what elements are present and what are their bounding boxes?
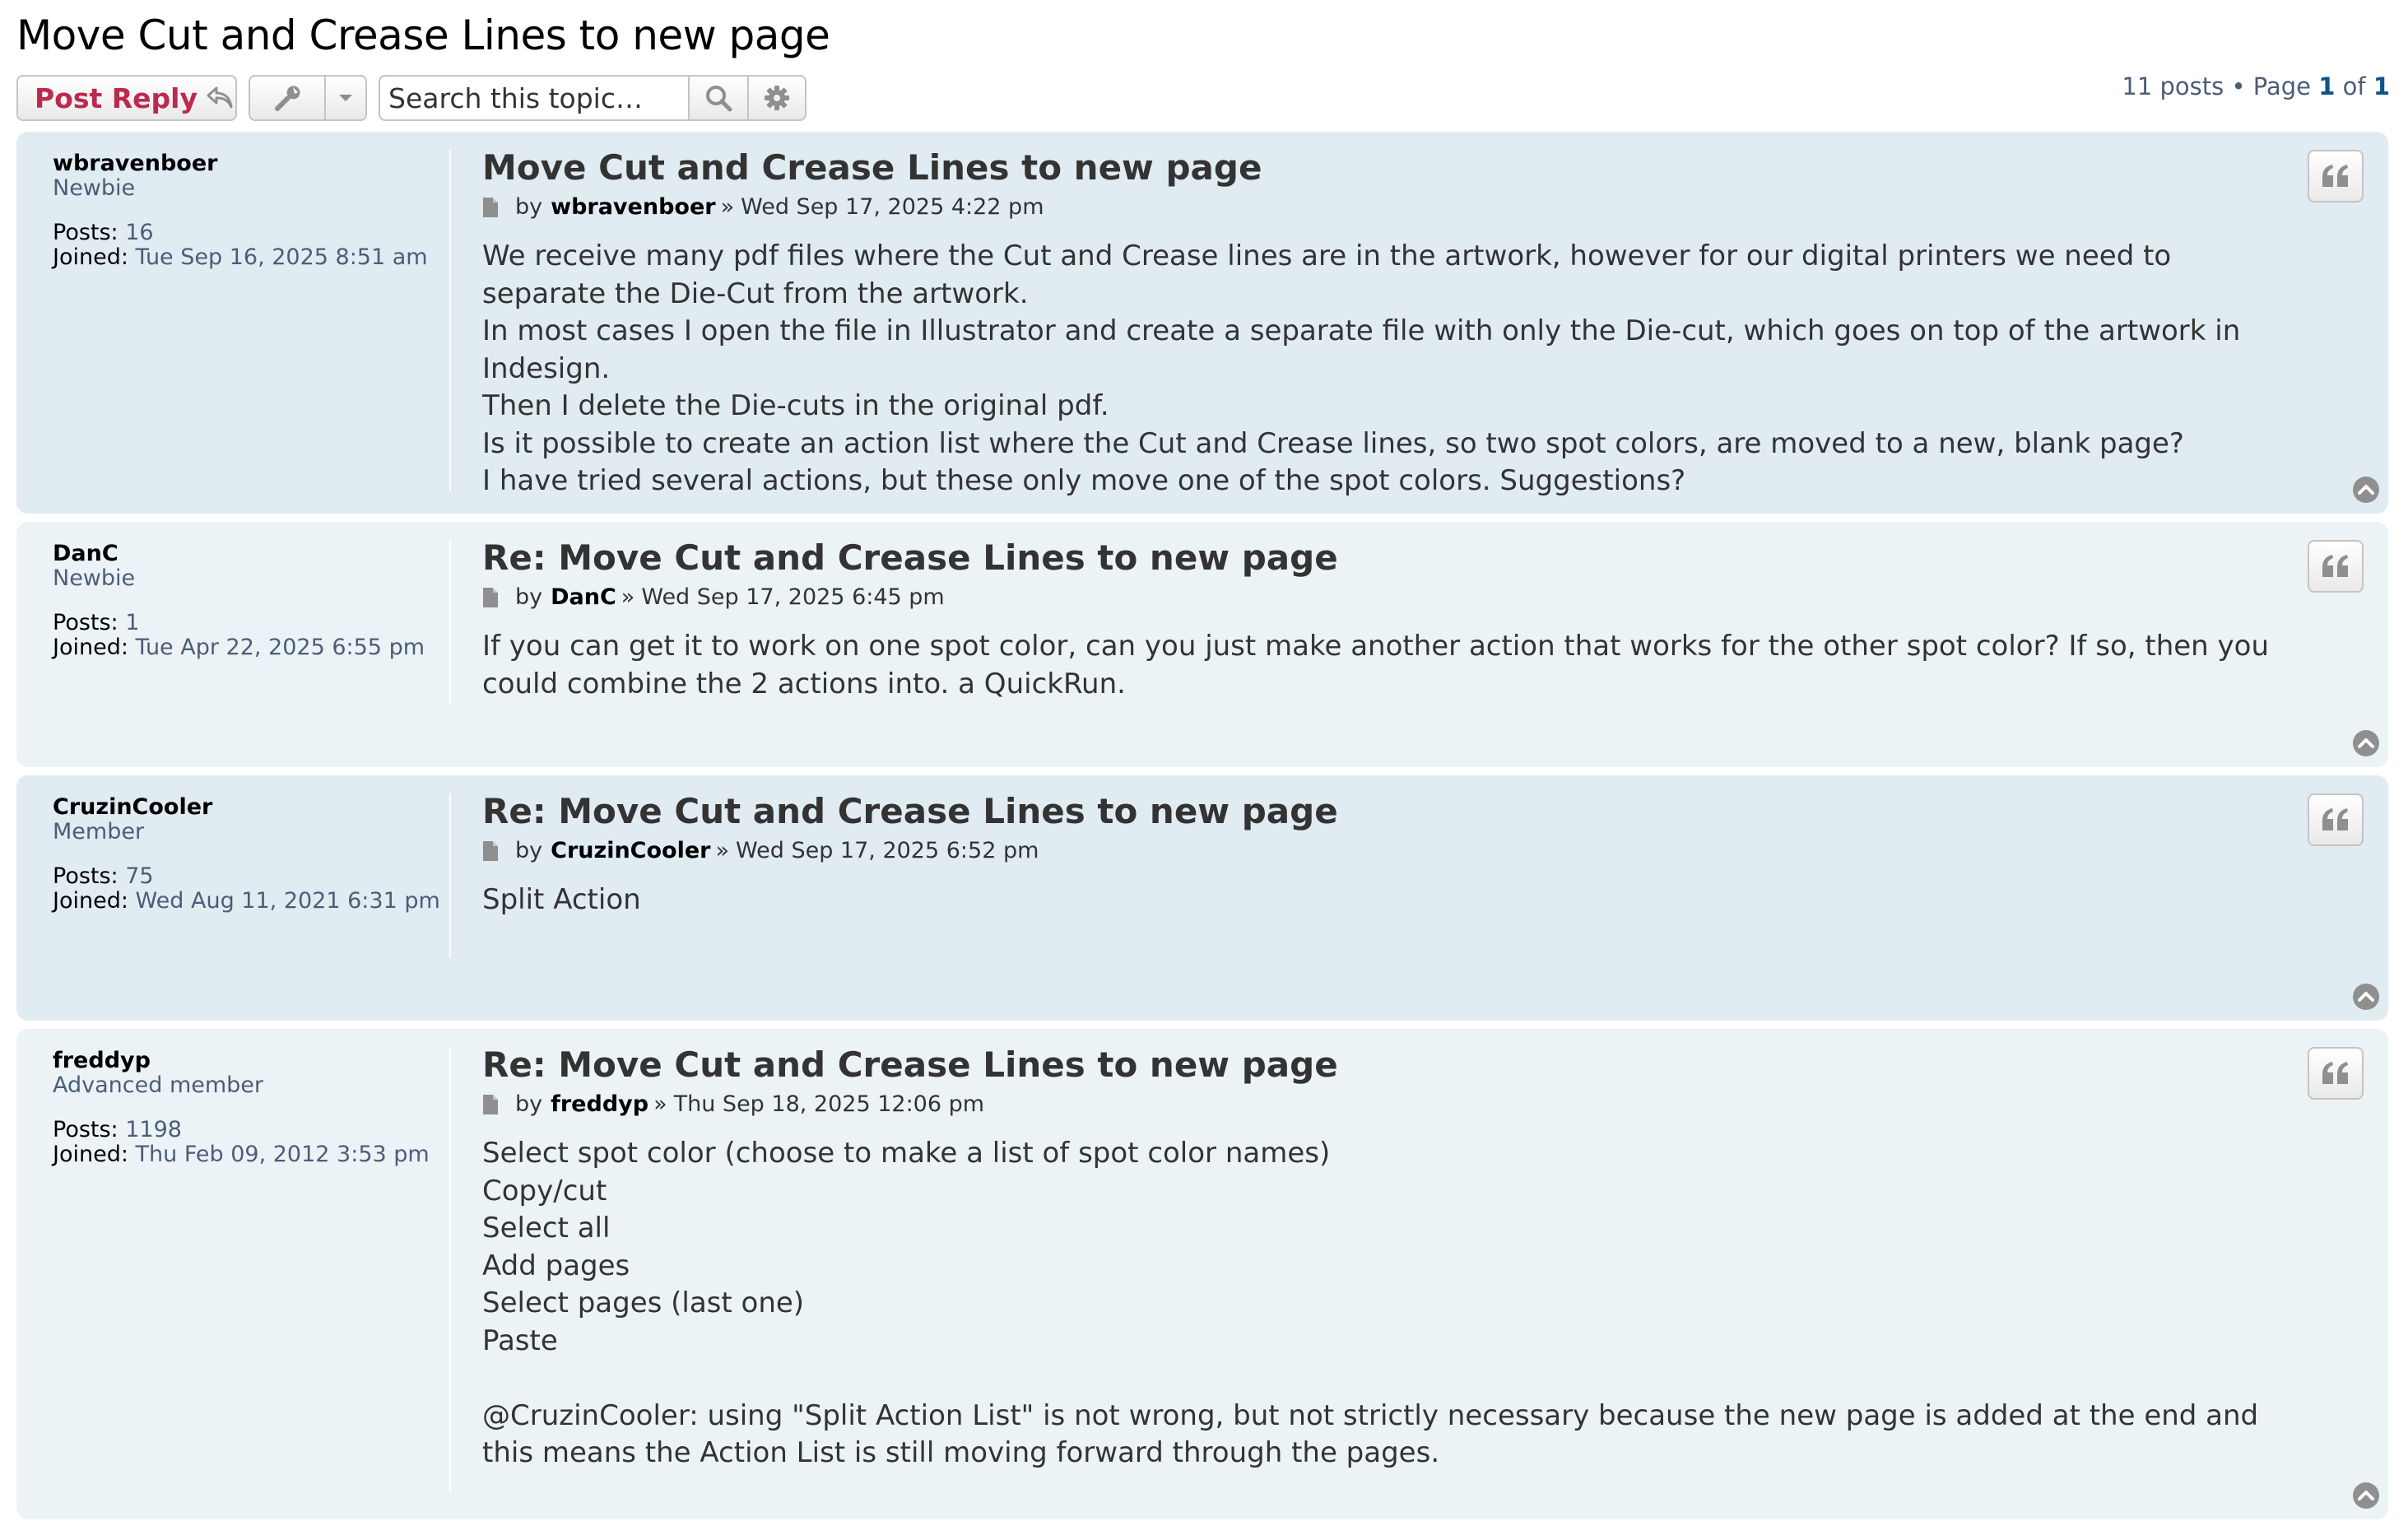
joined-date: Thu Feb 09, 2012 3:53 pm: [135, 1142, 430, 1167]
content-line: Add pages: [482, 1249, 630, 1282]
posts-count[interactable]: 1: [125, 610, 140, 635]
chevron-up-circle-icon[interactable]: [2352, 476, 2380, 504]
posts-label: Posts:: [53, 610, 119, 635]
joined-date: Tue Sep 16, 2025 8:51 am: [135, 244, 428, 270]
topic-tools-dropdown[interactable]: [326, 77, 365, 119]
topic-search: [379, 75, 807, 121]
content-line: @CruzinCooler: using "Split Action List" is not wrong, but not strictly necessary because the new page is added at the end and this means the Action List is still moving forward through the pages.: [482, 1398, 2259, 1469]
content-line: Paste: [482, 1324, 558, 1357]
content-line: Select pages (last one): [482, 1286, 805, 1319]
content-line: Copy/cut: [482, 1174, 607, 1207]
post-content: [482, 882, 2289, 919]
post-profile: [53, 542, 448, 660]
advanced-search-button[interactable]: [747, 75, 807, 121]
username[interactable]: DanC: [53, 541, 119, 566]
current-page[interactable]: 1: [2318, 72, 2336, 100]
post-author[interactable]: wbravenboer: [551, 194, 716, 220]
post: [16, 1029, 2388, 1519]
post-date: Thu Sep 18, 2025 12:06 pm: [673, 1091, 985, 1117]
post-body: [482, 1044, 2289, 1472]
by-label: by: [515, 194, 543, 220]
file-icon[interactable]: [482, 1094, 499, 1115]
post: [16, 522, 2388, 767]
author-separator: »: [715, 838, 729, 863]
post-body: [482, 790, 2289, 919]
quote-button[interactable]: [2308, 1047, 2364, 1100]
file-icon[interactable]: [482, 840, 499, 862]
user-rank: Newbie: [53, 175, 136, 201]
quote-icon: [2321, 807, 2350, 832]
post: [16, 132, 2388, 514]
content-line: I have tried several actions, but these only move one of the spot colors. Suggestions?: [482, 464, 1686, 497]
pagination-of-text: of: [2335, 72, 2373, 100]
quote-button[interactable]: [2308, 793, 2364, 846]
by-label: by: [515, 838, 543, 863]
username[interactable]: CruzinCooler: [53, 794, 213, 820]
profile-divider: [449, 1047, 451, 1491]
joined-label: Joined:: [53, 888, 128, 914]
caret-down-icon: [337, 93, 354, 103]
chevron-up-circle-icon[interactable]: [2352, 1482, 2380, 1510]
post-title[interactable]: Re: Move Cut and Crease Lines to new page: [482, 537, 1338, 578]
chevron-up-circle-icon[interactable]: [2352, 983, 2380, 1011]
user-rank: Advanced member: [53, 1072, 264, 1098]
profile-divider: [449, 793, 451, 958]
joined-label: Joined:: [53, 244, 128, 270]
topic-tools-main[interactable]: [250, 77, 326, 119]
file-icon[interactable]: [482, 197, 499, 218]
author-separator: »: [720, 194, 735, 220]
quote-button[interactable]: [2308, 150, 2364, 202]
post-author[interactable]: freddyp: [551, 1091, 649, 1117]
post-author[interactable]: CruzinCooler: [551, 838, 711, 863]
joined-label: Joined:: [53, 635, 128, 660]
post-profile: [53, 151, 448, 270]
joined-date: Wed Aug 11, 2021 6:31 pm: [135, 888, 440, 914]
post-date: Wed Sep 17, 2025 6:45 pm: [641, 584, 945, 610]
post-content: [482, 1135, 2289, 1472]
search-input[interactable]: [379, 75, 688, 121]
content-line: Select all: [482, 1212, 611, 1245]
author-separator: »: [621, 584, 635, 610]
post-body: [482, 147, 2289, 500]
post-title[interactable]: Move Cut and Crease Lines to new page: [482, 147, 1262, 188]
topic-title[interactable]: Move Cut and Crease Lines to new page: [16, 12, 830, 59]
post-date: Wed Sep 17, 2025 6:52 pm: [736, 838, 1039, 863]
user-rank: Member: [53, 819, 145, 844]
content-line: Is it possible to create an action list where the Cut and Crease lines, so two spot colors, are moved to a new, blank page?: [482, 426, 2184, 460]
gear-icon: [763, 84, 791, 112]
content-line: Select spot color (choose to make a list of spot color names): [482, 1137, 1331, 1170]
content-line: [482, 1360, 2289, 1398]
author-separator: »: [653, 1091, 667, 1117]
post-profile: [53, 795, 448, 914]
posts-count[interactable]: 75: [125, 863, 154, 889]
post-reply-button[interactable]: [16, 75, 237, 121]
post-profile: [53, 1049, 448, 1167]
post-date: Wed Sep 17, 2025 4:22 pm: [741, 194, 1044, 220]
content-line: In most cases I open the file in Illustrator and create a separate file with only the Die-cut, which goes on top of the artwork in Indesign.: [482, 314, 2241, 385]
username[interactable]: freddyp: [53, 1048, 151, 1073]
file-icon[interactable]: [482, 587, 499, 608]
content-line: Split Action: [482, 883, 641, 916]
post-author[interactable]: DanC: [551, 584, 616, 610]
pagination-posts-text: 11 posts • Page: [2122, 72, 2319, 100]
post-author-line: [482, 838, 2289, 863]
reply-arrow-icon: [206, 86, 234, 110]
posts-label: Posts:: [53, 220, 119, 245]
post-body: [482, 537, 2289, 703]
posts-count[interactable]: 16: [125, 220, 154, 245]
posts-label: Posts:: [53, 863, 119, 889]
wrench-icon: [273, 84, 301, 112]
post-reply-label: Post Reply: [35, 81, 198, 114]
quote-icon: [2321, 1061, 2350, 1086]
post-author-line: [482, 194, 2289, 220]
posts-count[interactable]: 1198: [125, 1117, 182, 1142]
profile-divider: [449, 150, 451, 491]
username[interactable]: wbravenboer: [53, 151, 218, 176]
post-content: [482, 238, 2289, 500]
post-content: [482, 628, 2289, 703]
topic-tools-button[interactable]: [249, 75, 367, 121]
action-bar: [16, 74, 807, 122]
joined-date: Tue Apr 22, 2025 6:55 pm: [135, 635, 425, 660]
quote-icon: [2321, 164, 2350, 188]
post-author-line: [482, 584, 2289, 610]
content-line: If you can get it to work on one spot color, can you just make another action that works for the other spot color? If so, then you could combine the 2 actions into. a QuickRun.: [482, 630, 2270, 700]
content-line: Then I delete the Die-cuts in the original pdf.: [482, 389, 1109, 422]
by-label: by: [515, 584, 543, 610]
quote-icon: [2321, 554, 2350, 579]
profile-divider: [449, 540, 451, 705]
pagination: [2122, 72, 2390, 100]
search-button[interactable]: [688, 75, 747, 121]
post-title[interactable]: Re: Move Cut and Crease Lines to new page: [482, 1044, 1338, 1085]
search-icon: [704, 84, 732, 112]
user-rank: Newbie: [53, 565, 136, 591]
total-pages[interactable]: 1: [2373, 72, 2390, 100]
quote-button[interactable]: [2308, 540, 2364, 593]
posts-label: Posts:: [53, 1117, 119, 1142]
post-title[interactable]: Re: Move Cut and Crease Lines to new page: [482, 791, 1338, 831]
post: [16, 775, 2388, 1021]
post-author-line: [482, 1091, 2289, 1117]
content-line: We receive many pdf files where the Cut and Crease lines are in the artwork, however for our digital printers we need to separate the Die-Cut from the artwork.: [482, 240, 2172, 310]
joined-label: Joined:: [53, 1142, 128, 1167]
chevron-up-circle-icon[interactable]: [2352, 729, 2380, 757]
by-label: by: [515, 1091, 543, 1117]
